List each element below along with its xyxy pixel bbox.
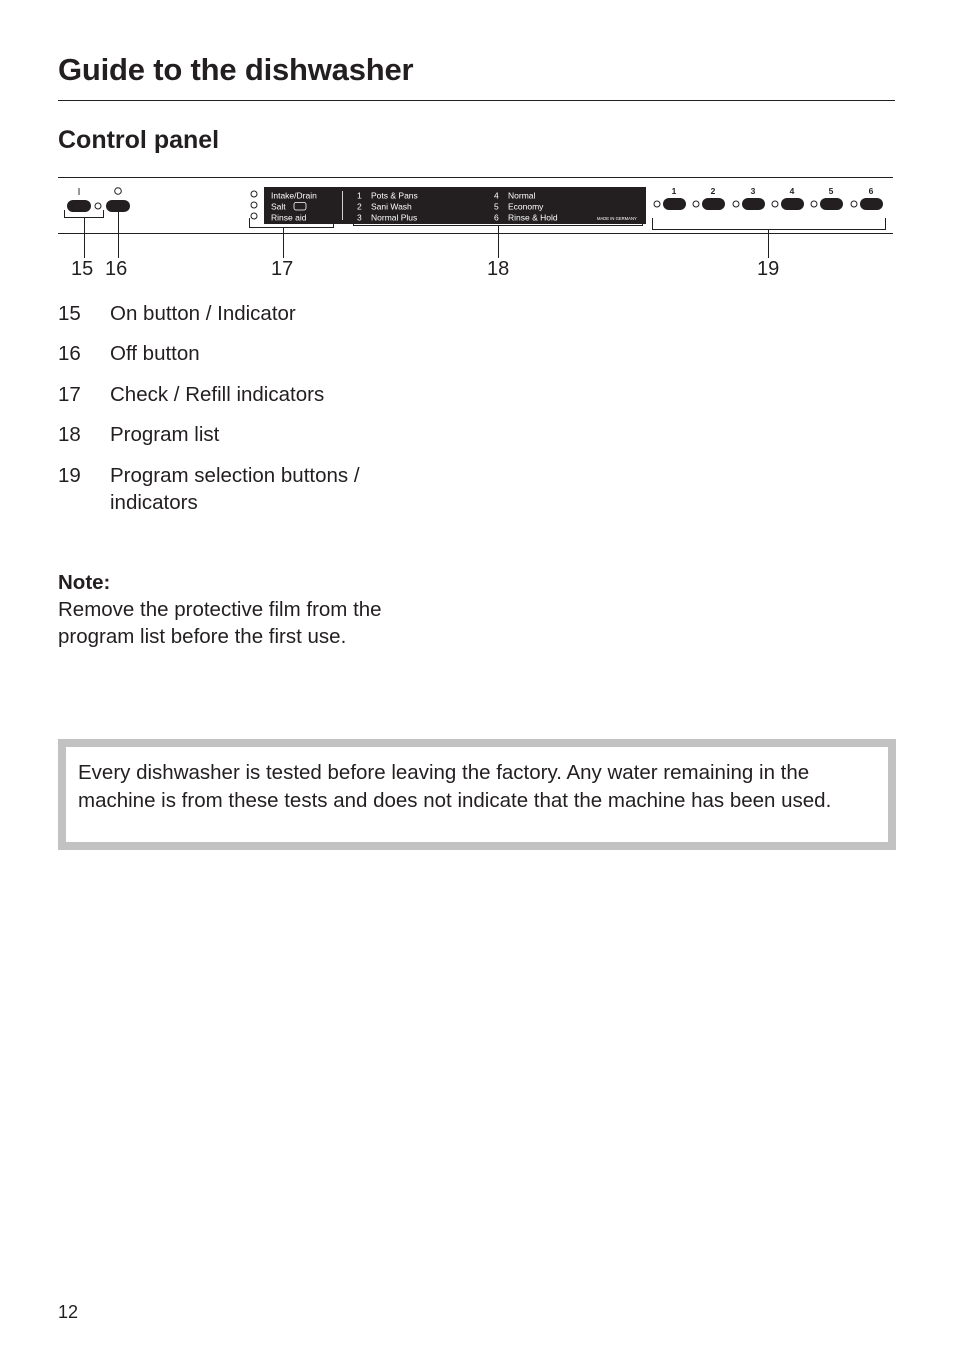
program-label: Economy [508,201,544,212]
program-button-number: 3 [750,186,756,196]
off-button[interactable] [106,200,130,212]
program-num: 1 [357,190,362,201]
on-indicator-icon [95,203,101,209]
indicator-label: Salt [271,201,286,212]
program-button-2[interactable] [702,198,725,210]
legend-number: 15 [58,302,81,325]
notice-box [58,739,896,850]
program-indicator-2 [693,201,699,207]
title-rule [58,100,895,101]
program-label: Pots & Pans [371,190,418,201]
program-button-number: 6 [868,186,874,196]
page-title: Guide to the dishwasher [58,52,414,87]
legend-number: 16 [58,342,81,365]
program-button-4[interactable] [781,198,804,210]
program-button-number: 5 [828,186,834,196]
note-label: Note: [58,571,111,594]
program-button-1[interactable] [663,198,686,210]
program-num: 3 [357,212,362,223]
program-indicator-1 [654,201,660,207]
legend-number: 19 [58,464,81,487]
made-in-label: MADE IN GERMANY [597,216,637,221]
program-button-number: 4 [789,186,795,196]
program-label: Normal [508,190,536,201]
note [58,569,458,650]
callout-19: 19 [757,258,780,280]
program-label: Normal Plus [371,212,418,223]
control-panel-diagram [0,170,954,260]
program-num: 2 [357,201,362,212]
program-indicator-5 [811,201,817,207]
indicator-led-salt [251,202,257,208]
indicator-label: Rinse aid [271,212,307,223]
note-text: Remove the protective film from the program list before the first use. [58,598,382,648]
program-label: Sani Wash [371,201,412,212]
page-number: 12 [58,1302,79,1322]
legend-number: 17 [58,383,81,406]
program-button-number: 1 [671,186,677,196]
off-symbol-icon [115,188,122,195]
section-title: Control panel [58,126,220,154]
callout-17: 17 [271,258,294,280]
program-indicator-3 [733,201,739,207]
program-indicator-4 [772,201,778,207]
program-indicator-6 [851,201,857,207]
program-button-3[interactable] [742,198,765,210]
legend-text: Off button [110,342,200,365]
program-label: Rinse & Hold [508,212,558,223]
callout-15: 15 [71,258,94,280]
notice-text: Every dishwasher is tested before leaving the factory. Any water remaining in the machine is from these tests and does not indicate that the machine has been used. [78,761,832,812]
program-buttons [654,186,883,210]
program-num: 5 [494,201,499,212]
legend-text: Check / Refill indicators [110,383,325,406]
callout-16: 16 [105,258,128,280]
program-num: 4 [494,190,499,201]
legend-text: On button / Indicator [110,302,296,325]
program-button-6[interactable] [860,198,883,210]
indicator-led-rinse [251,213,257,219]
program-button-number: 2 [710,186,716,196]
legend-number: 18 [58,423,81,446]
program-display [264,187,646,224]
program-num: 6 [494,212,499,223]
program-button-5[interactable] [820,198,843,210]
on-button[interactable] [67,200,91,212]
bracket-19 [653,218,886,230]
on-symbol: I [77,187,81,198]
callout-18: 18 [487,258,510,280]
legend-text: Program list [110,423,220,446]
indicator-label: Intake/Drain [271,190,317,201]
legend-text: Program selection buttons / indicators [110,464,360,514]
indicator-led-intake [251,191,257,197]
